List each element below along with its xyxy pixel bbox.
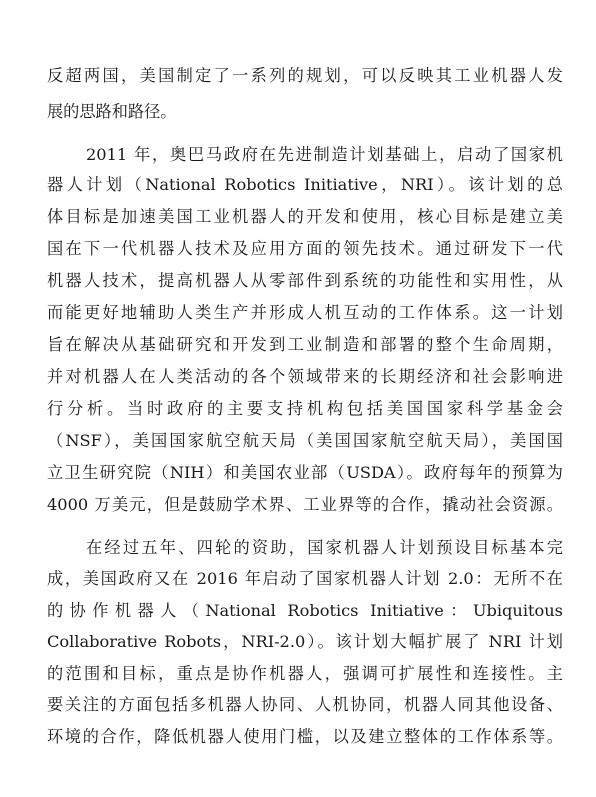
text-line: 国在下一代机器人技术及应用方面的领先技术。通过研发下一代 <box>47 239 563 258</box>
text-line: 旨在解决从基础研究和开发到工业制造和部署的整个生命周期， <box>47 335 563 354</box>
text-line: 的范围和目标，重点是协作机器人，强调可扩展性和连接性。主 <box>47 664 563 683</box>
text-line: 4000 万美元，但是鼓励学术界、工业界等的合作，撬动社会资源。 <box>47 495 563 514</box>
text-line: 而能更好地辅助人类生产并形成人机互动的工作体系。这一计划 <box>47 303 563 322</box>
text-line: 立卫生研究院（NIH）和美国农业部（USDA）。政府每年的预算为 <box>47 463 563 482</box>
text-line: 展的思路和路径。 <box>47 102 177 121</box>
text-line: 并对机器人在人类活动的各个领域带来的长期经济和社会影响进 <box>47 367 563 386</box>
text-line: 机器人技术，提高机器人从零部件到系统的功能性和实用性，从 <box>47 271 563 290</box>
text-line: 2011 年，奥巴马政府在先进制造计划基础上，启动了国家机 <box>86 145 563 164</box>
text-line: 器人计划（National Robotics Initiative，NRI）。该计划的总 <box>47 175 563 194</box>
text-line: 的协作机器人（National Robotics Initiative：Ubiquitous <box>47 601 563 620</box>
text-line: 反超两国，美国制定了一系列的规划，可以反映其工业机器人发 <box>47 66 563 85</box>
text-line: 成，美国政府又在 2016 年启动了国家机器人计划 2.0：无所不在 <box>47 569 563 588</box>
text-line: 环境的合作，降低机器人使用门槛，以及建立整体的工作体系等。 <box>47 727 563 746</box>
text-line: Collaborative Robots，NRI-2.0）。该计划大幅扩展了 NRI 计划 <box>47 632 563 651</box>
text-line: 在经过五年、四轮的资助，国家机器人计划预设目标基本完 <box>86 538 563 557</box>
text-line: （NSF），美国国家航空航天局（美国国家航空航天局），美国国 <box>47 431 563 450</box>
text-line: 要关注的方面包括多机器人协同、人机协同，机器人同其他设备、 <box>47 695 563 714</box>
text-line: 体目标是加速美国工业机器人的开发和使用，核心目标是建立美 <box>47 207 563 226</box>
text-line: 行分析。当时政府的主要支持机构包括美国国家科学基金会 <box>47 399 563 418</box>
